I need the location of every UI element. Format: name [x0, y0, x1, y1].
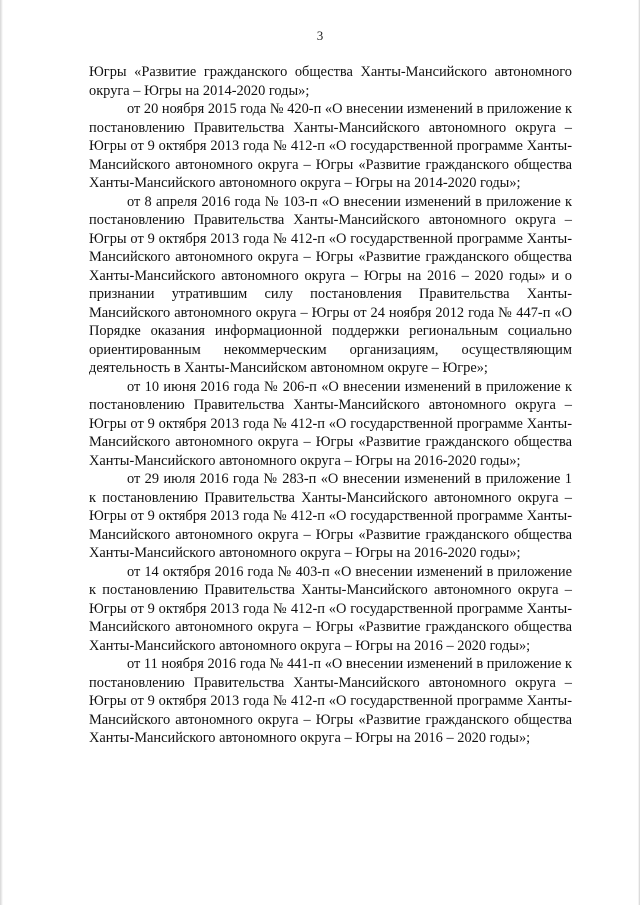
page-number: 3 [316, 28, 324, 43]
scan-edge-left [0, 0, 3, 905]
paragraph-3: от 8 апреля 2016 года № 103-п «О внесении изменений в приложение к постановлению Правительства Ханты-Мансийского автономного округа – Югры от 9 октября 2013 года № 412-п «О государственной программе Ханты-Мансийского автономного округа – Югры «Развитие гражданского общества Ханты-Мансийского автономного округа – Югры на 2016 – 2020 годы» и о признании утратившим силу постановления Правительства Ханты-Мансийского автономного округа – Югры от 24 ноября 2012 года № 447-п «О Порядке оказания информационной поддержки региональным социально ориентированным некоммерческим организациям, осуществляющим деятельность в Ханты-Мансийском автономном округе – Югре»; [89, 193, 572, 376]
paragraph-2: от 20 ноября 2015 года № 420-п «О внесении изменений в приложение к постановлению Правительства Ханты-Мансийского автономного округа – Югры от 9 октября 2013 года № 412-п «О государственной программе Ханты-Мансийского автономного округа – Югры «Развитие гражданского общества Ханты-Мансийского автономного округа – Югры на 2014-2020 годы»; [89, 101, 572, 191]
paragraph-1: Югры «Развитие гражданского общества Ханты-Мансийского автономного округа – Югры на 2014-2020 годы»; [89, 64, 572, 99]
paragraph-6: от 14 октября 2016 года № 403-п «О внесении изменений в приложение к постановлению Правительства Ханты-Мансийского автономного округа – Югры от 9 октября 2013 года № 412-п «О государственной программе Ханты-Мансийского автономного округа – Югры «Развитие гражданского общества Ханты-Мансийского автономного округа – Югры на 2016 – 2020 годы»; [89, 563, 572, 654]
document-body [89, 63, 572, 748]
paragraph-7: от 11 ноября 2016 года № 441-п «О внесении изменений в приложение к постановлению Правительства Ханты-Мансийского автономного округа – Югры от 9 октября 2013 года № 412-п «О государственной программе Ханты-Мансийского автономного округа – Югры «Развитие гражданского общества Ханты-Мансийского автономного округа – Югры на 2016 – 2020 годы»; [89, 656, 572, 746]
paragraph-4: от 10 июня 2016 года № 206-п «О внесении изменений в приложение к постановлению Правительства Ханты-Мансийского автономного округа – Югры от 9 октября 2013 года № 412-п «О государственной программе Ханты-Мансийского автономного округа – Югры «Развитие гражданского общества Ханты-Мансийского автономного округа – Югры на 2016-2020 годы»; [89, 378, 572, 469]
paragraph-5: от 29 июля 2016 года № 283-п «О внесении изменений в приложение 1 к постановлению Правительства Ханты-Мансийского автономного округа – Югры от 9 октября 2013 года № 412-п «О государственной программе Ханты-Мансийского автономного округа – Югры «Развитие гражданского общества Ханты-Мансийского автономного округа – Югры на 2016-2020 годы»; [89, 471, 572, 561]
